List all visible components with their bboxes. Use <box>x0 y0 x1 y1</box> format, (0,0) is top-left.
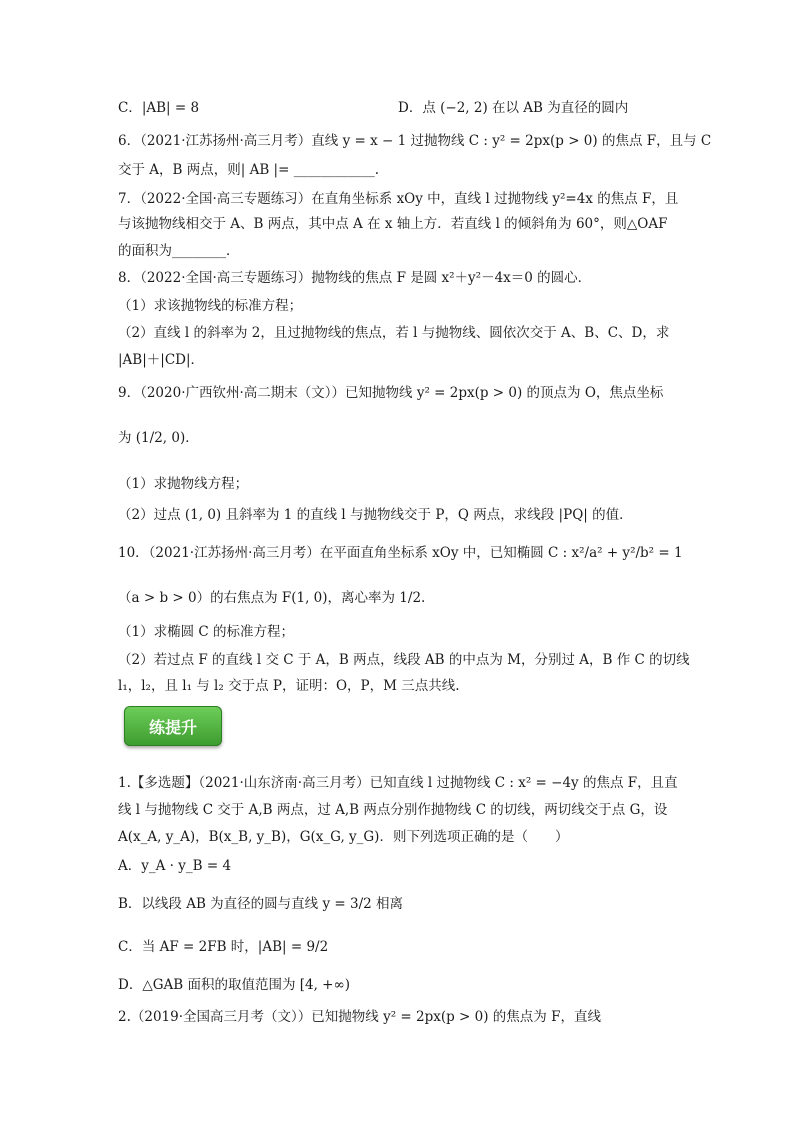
text-line-q9b: 为 (1/2, 0)． <box>118 430 199 446</box>
text-line-q7b: 与该抛物线相交于 A、B 两点，其中点 A 在 x 轴上方．若直线 l 的倾斜角为 60°，则△OAF <box>118 216 668 232</box>
text-line-q7c: 的面积为________． <box>118 243 240 259</box>
section-badge-practice <box>124 706 222 746</box>
text-line-q8c: （2）直线 l 的斜率为 2，且过抛物线的焦点，若 l 与抛物线、圆依次交于 A、B、C、D，求 <box>118 325 670 341</box>
section-badge-label: 练提升 <box>148 717 197 737</box>
text-line-p1D: D．△GAB 面积的取值范围为 [4, +∞) <box>118 977 351 993</box>
text-line-q6b: 交于 A，B 两点，则| AB |= ____________. <box>118 162 379 178</box>
text-line-p1b: 线 l 与抛物线 C 交于 A,B 两点，过 A,B 两点分别作抛物线 C 的切线，两切线交于点 G，设 <box>118 802 668 818</box>
text-line-q10b: （a > b > 0）的右焦点为 F(1, 0)，离心率为 1/2. <box>118 590 426 606</box>
text-line-p1C: C．当 AF = 2FB 时，|AB| = 9/2 <box>118 939 329 955</box>
text-line-q8b: （1）求该抛物线的标准方程； <box>118 298 303 314</box>
text-line-c5: C．|AB| = 8 <box>118 100 200 116</box>
text-line-q10e: l₁，l₂，且 l₁ 与 l₂ 交于点 P，证明：O，P，M 三点共线. <box>118 678 460 694</box>
text-line-q8d: |AB|＋|CD|． <box>118 352 205 368</box>
text-line-q10c: （1）求椭圆 C 的标准方程； <box>118 624 295 640</box>
text-line-q6a: 6．（2021·江苏扬州·高三月考）直线 y = x − 1 过抛物线 C : y² = 2px(p > 0) 的焦点 F，且与 C <box>118 133 712 149</box>
text-line-q9d: （2）过点 (1, 0) 且斜率为 1 的直线 l 与抛物线交于 P，Q 两点，求线段 |PQ| 的值． <box>118 507 633 523</box>
text-line-p1c: A(x_A, y_A)，B(x_B, y_B)，G(x_G, y_G)．则下列选项正确的是（ ） <box>118 829 569 845</box>
text-line-q8a: 8．（2022·全国·高三专题练习）抛物线的焦点 F 是圆 x²＋y²－4x＝0 的圆心． <box>118 270 592 286</box>
text-line-q9c: （1）求抛物线方程； <box>118 476 249 492</box>
text-line-q10a: 10．（2021·江苏扬州·高三月考）在平面直角坐标系 xOy 中，已知椭圆 C : x²/a² + y²/b² = 1 <box>118 545 683 561</box>
text-line-d5: D．点 (−2, 2) 在以 AB 为直径的圆内 <box>398 100 629 116</box>
text-line-p1A: A．y_A · y_B = 4 <box>118 858 232 874</box>
text-line-p1B: B．以线段 AB 为直径的圆与直线 y = 3/2 相离 <box>118 896 404 912</box>
text-line-p1a: 1.【多选题】（2021·山东济南·高三月考）已知直线 l 过抛物线 C : x² = −4y 的焦点 F，且直 <box>118 775 678 791</box>
text-line-q9a: 9．（2020·广西钦州·高二期末（文））已知抛物线 y² = 2px(p > 0) 的顶点为 O，焦点坐标 <box>118 385 664 401</box>
text-line-p2a: 2.（2019·全国高三月考（文））已知抛物线 y² = 2px(p > 0) 的焦点为 F，直线 <box>118 1009 601 1025</box>
text-line-q7a: 7．（2022·全国·高三专题练习）在直角坐标系 xOy 中，直线 l 过抛物线 y²=4x 的焦点 F，且 <box>118 191 679 207</box>
text-line-q10d: （2）若过点 F 的直线 l 交 C 于 A，B 两点，线段 AB 的中点为 M，分别过 A，B 作 C 的切线 <box>118 652 690 668</box>
